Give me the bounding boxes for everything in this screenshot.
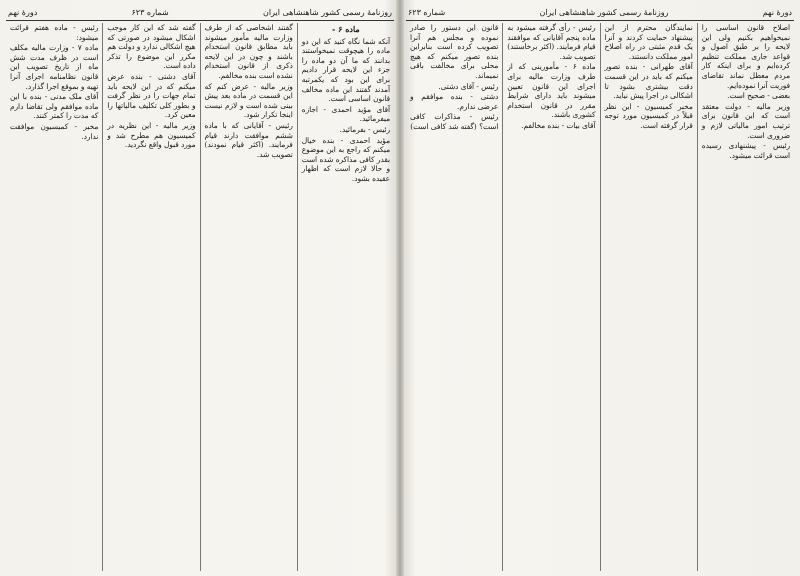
right-column bbox=[600, 23, 697, 571]
column-paragraph: گفتند اشخاصی که از طرف وزارت مالیه مأمور میشوند باید مطابق قانون استخدام باشند و چون در این لایحه ذکری از قانون استخدام نشده است بنده مخالفم. bbox=[204, 23, 293, 80]
column-paragraph: قانون این دستور را صادر نموده و مجلس هم آنرا تصویب کرده است بنابراین بنده تصور میکنم که هیچ محلی برای مخالفت باقی نمیماند. bbox=[410, 23, 499, 80]
column-paragraph: آقای دشتی - بنده عرض میکنم که در این لایحه باید تمام جهات را در نظر گرفت و بطور کلی تکلیف مالیاتها را معین کرد. bbox=[107, 71, 196, 120]
section-heading: ماده ۶ - bbox=[332, 24, 360, 34]
column-paragraph: مخبر - کمیسیون موافقت ندارد. bbox=[10, 121, 99, 141]
column-paragraph: بعضی - صحیح است. bbox=[727, 91, 790, 101]
left-column bbox=[200, 23, 297, 571]
left-page bbox=[6, 6, 394, 572]
column-paragraph: آقای بیات - بنده مخالفم. bbox=[521, 120, 596, 130]
column-paragraph: دشتی - بنده موافقم و عرضی ندارم. bbox=[410, 92, 499, 111]
right-column bbox=[502, 23, 599, 571]
column-paragraph: وزیر مالیه - این نظریه در کمیسیون هم مطرح شد و مورد قبول واقع نگردید. bbox=[107, 120, 196, 150]
left-column bbox=[102, 23, 199, 571]
column-paragraph: آقای مؤید احمدی - اجازه میفرمائید. bbox=[301, 104, 390, 124]
right-page-header bbox=[406, 6, 794, 21]
column-paragraph: گفته شد که این کار موجب اشکال میشود در صورتی که هیچ اشکالی ندارد و دولت هم مکرر این موضوع را تذکر داده است. bbox=[107, 23, 196, 71]
column-paragraph: آنکه شما نگاه کنید که این دو ماده را هیچوقت نمیخواستند بدانند که ما آن دو ماده را جزء این لایحه قرار دادیم برای این بود که یکمرتبه آمدند گفتند این ماده مخالف قانون اساسی است. bbox=[301, 36, 390, 104]
column-paragraph: مؤید احمدی - بنده خیال میکنم که راجع به این موضوع بقدر کافی مذاکره شده است و حالا لازم است که اظهار عقیده بشود. bbox=[301, 135, 390, 183]
right-header-left: شماره ۶۲۳ bbox=[408, 8, 446, 17]
column-paragraph: رئیس - آقای دشتی. bbox=[438, 81, 499, 91]
right-column bbox=[697, 23, 794, 571]
left-header-left: دورهٔ نهم bbox=[8, 8, 38, 17]
column-paragraph: رئیس - مذاکرات کافی است؟ (گفته شد کافی است) bbox=[410, 112, 499, 131]
column-paragraph: رئیس - پیشنهادی رسیده است قرائت میشود. bbox=[701, 141, 790, 160]
column-paragraph: رئیس - بفرمائید. bbox=[339, 124, 390, 134]
left-header-center: شماره ۶۲۳ bbox=[131, 8, 169, 17]
column-paragraph: رئیس - ماده هفتم قرائت میشود: bbox=[10, 23, 99, 42]
right-header-right: دورهٔ نهم bbox=[762, 8, 792, 17]
right-page-columns bbox=[406, 23, 794, 571]
left-page-header bbox=[6, 6, 394, 21]
column-paragraph: وزیر مالیه - عرض کنم که این قسمت در ماده بعد پیش بینی شده است و لازم نیست اینجا تکرار شود. bbox=[204, 81, 293, 120]
left-page-columns bbox=[6, 23, 394, 571]
column-paragraph: ماده ۷ - وزارت مالیه مکلف است در ظرف مدت شش ماه از تاریخ تصویب این قانون نظامنامه اجرای آنرا تهیه و بموقع اجرا گذارد. bbox=[10, 43, 99, 91]
column-paragraph: رئیس - رأی گرفته میشود به ماده پنجم آقایانی که موافقند قیام فرمایند. (اکثر برخاستند) تصویب شد. bbox=[507, 23, 596, 61]
column-paragraph: مخبر کمیسیون - این نظر قبلاً در کمیسیون مورد توجه قرار گرفته است. bbox=[604, 101, 693, 130]
column-paragraph: اصلاح قانون اساسی را نمیخواهیم بکنیم ولی این لایحه را بر طبق اصول و قواعد جاری مملکت تنظیم کرده‌ایم و برای اینکه کار مردم معطل نماند تقاضای فوریت آنرا نموده‌ایم. bbox=[701, 23, 790, 90]
page-gutter bbox=[396, 0, 404, 576]
column-paragraph: رئیس - آقایانی که با ماده ششم موافقت دارند قیام فرمایند. (اکثر قیام نمودند) تصویب شد. bbox=[204, 120, 293, 159]
column-paragraph: آقای ملک مدنی - بنده با این ماده موافقم ولی تقاضا دارم که مدت را کمتر کنند. bbox=[10, 92, 99, 121]
column-paragraph: وزیر مالیه - دولت معتقد است که این قانون برای ترتیب امور مالیاتی لازم و ضروری است. bbox=[701, 101, 790, 140]
right-page bbox=[406, 6, 794, 572]
column-paragraph: ماده ۶ - مأمورینی که از طرف وزارت مالیه برای اجرای این قانون تعیین میشوند باید دارای شرایط مقرر در قانون استخدام کشوری باشند. bbox=[507, 62, 596, 120]
column-paragraph: آقای طهرانی - بنده تصور میکنم که باید در این قسمت دقت بیشتری بشود تا اشکالی در اجرا پیش نیاید. bbox=[604, 62, 693, 101]
right-header-center: روزنامهٔ رسمی کشور شاهنشاهی ایران bbox=[539, 8, 669, 17]
left-column bbox=[6, 23, 102, 571]
column-paragraph: نمایندگان محترم از این پیشنهاد حمایت کردند و آنرا یک قدم مثبتی در راه اصلاح امور مملکت دانستند. bbox=[604, 23, 693, 61]
left-header-right: روزنامهٔ رسمی کشور شاهنشاهی ایران bbox=[263, 8, 392, 17]
left-column bbox=[297, 23, 394, 571]
right-column bbox=[406, 23, 502, 571]
